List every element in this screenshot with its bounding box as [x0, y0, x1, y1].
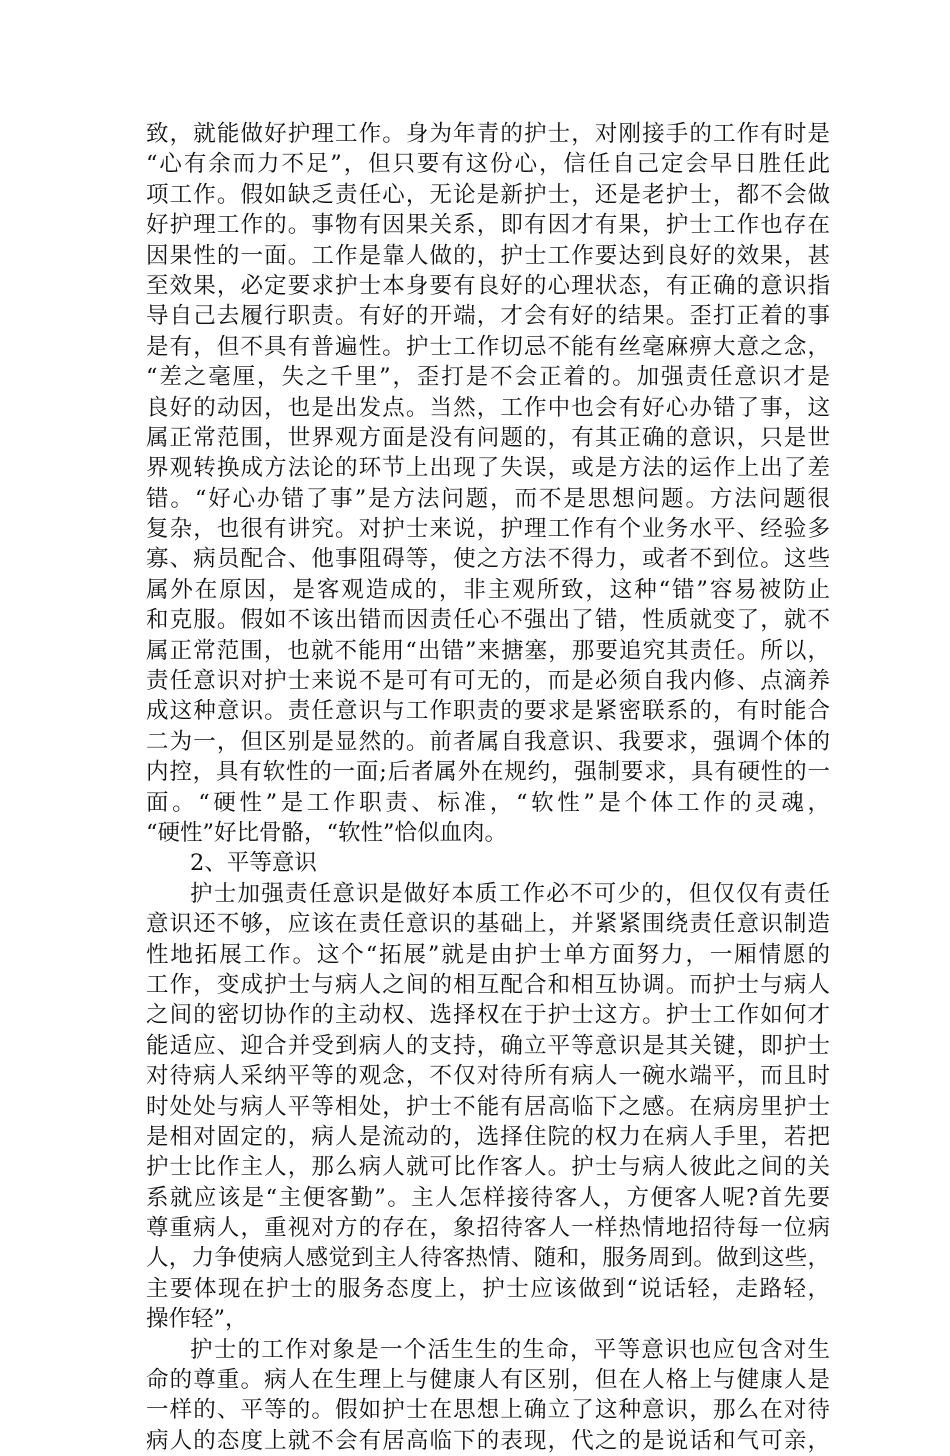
text-line: 一样的、平等的。假如护士在思想上确立了这种意识，那么在对待: [146, 1397, 830, 1424]
text-line: 命的尊重。病人在生理上与健康人有区别，但在人格上与健康人是: [146, 1367, 830, 1394]
text-line: 能适应、迎合并受到病人的支持，确立平等意识是其关键，即护士: [146, 1032, 830, 1059]
text-line: 面。“硬性”是工作职责、标准，“软性”是个体工作的灵魂，: [146, 789, 830, 816]
text-line: 错。“好心办错了事”是方法问题，而不是思想问题。方法问题很: [146, 485, 830, 512]
text-line: 意识还不够，应该在责任意识的基础上，并紧紧围绕责任意识制造: [146, 911, 830, 938]
text-line: 护士比作主人，那么病人就可比作客人。护士与病人彼此之间的关: [146, 1154, 830, 1181]
text-line: 成这种意识。责任意识与工作职责的要求是紧密联系的，有时能合: [146, 698, 830, 725]
text-line: 工作，变成护士与病人之间的相互配合和相互协调。而护士与病人: [146, 971, 830, 998]
text-line: 至效果，必定要求护士本身要有良好的心理状态，有正确的意识指: [146, 272, 830, 299]
text-line: 良好的动因，也是出发点。当然，工作中也会有好心办错了事，这: [146, 394, 830, 421]
paragraph-respect-life: [146, 1335, 830, 1456]
text-line: “心有余而力不足”，但只要有这份心，信任自己定会早日胜任此: [146, 151, 830, 178]
text-line: 项工作。假如缺乏责任心，无论是新护士，还是老护士，都不会做: [146, 181, 830, 208]
paragraph-equality: [146, 879, 830, 1335]
text-line: 好护理工作的。事物有因果关系，即有因才有果，护士工作也存在: [146, 212, 830, 239]
text-line: 病人的态度上就不会有居高临下的表现，代之的是说话和气可亲，: [146, 1427, 830, 1454]
section-heading: 2、平等意识: [190, 850, 317, 877]
text-line: 对待病人采纳平等的观念，不仅对待所有病人一碗水端平，而且时: [146, 1063, 830, 1090]
text-line: “硬性”好比骨骼，“软性”恰似血肉。: [146, 819, 508, 846]
text-line: 护士的工作对象是一个活生生的生命，平等意识也应包含对生: [190, 1336, 830, 1363]
text-line: 属外在原因，是客观造成的，非主观所致，这种“错”容易被防止: [146, 576, 830, 603]
text-line: 尊重病人，重视对方的存在，象招待客人一样热情地招待每一位病: [146, 1215, 830, 1242]
text-line: 人，力争使病人感觉到主人待客热情、随和，服务周到。做到这些，: [146, 1245, 830, 1272]
text-line: 性地拓展工作。这个“拓展”就是由护士单方面努力，一厢情愿的: [146, 941, 830, 968]
document-page: [146, 119, 830, 1456]
text-line: 属正常范围，也就不能用“出错”来搪塞，那要追究其责任。所以，: [146, 637, 830, 664]
text-line: 主要体现在护士的服务态度上，护士应该做到“说话轻，走路轻，: [146, 1275, 830, 1302]
text-line: 和克服。假如不该出错而因责任心不强出了错，性质就变了，就不: [146, 607, 830, 634]
text-line: 时处处与病人平等相处，护士不能有居高临下之感。在病房里护士: [146, 1093, 830, 1120]
text-line: 属正常范围，世界观方面是没有问题的，有其正确的意识，只是世: [146, 424, 830, 451]
text-line: 系就应该是“主便客勤”。主人怎样接待客人，方便客人呢?首先要: [146, 1184, 830, 1211]
text-line: 因果性的一面。工作是靠人做的，护士工作要达到良好的效果，甚: [146, 242, 830, 269]
text-line: 是相对固定的，病人是流动的，选择住院的权力在病人手里，若把: [146, 1123, 830, 1150]
text-line: 二为一，但区别是显然的。前者属自我意识、我要求，强调个体的: [146, 728, 830, 755]
text-line: 护士加强责任意识是做好本质工作必不可少的，但仅仅有责任: [190, 880, 830, 907]
text-line: 责任意识对护士来说不是可有可无的，而是必须自我内修、点滴养: [146, 668, 830, 695]
text-line: 致，就能做好护理工作。身为年青的护士，对刚接手的工作有时是: [146, 121, 830, 147]
text-line: 寡、病员配合、他事阻碍等，使之方法不得力，或者不到位。这些: [146, 546, 830, 573]
text-line: 界观转换成方法论的环节上出现了失误，或是方法的运作上出了差: [146, 455, 830, 482]
paragraph-responsibility: [146, 119, 830, 848]
text-line: 内控，具有软性的一面;后者属外在规约，强制要求，具有硬性的一: [146, 759, 830, 786]
text-line: 导自己去履行职责。有好的开端，才会有好的结果。歪打正着的事: [146, 303, 830, 330]
text-line: 操作轻”，: [146, 1306, 248, 1333]
text-line: 是有，但不具有普遍性。护士工作切忌不能有丝毫麻痹大意之念，: [146, 333, 830, 360]
text-line: “差之毫厘，失之千里”，歪打是不会正着的。加强责任意识才是: [146, 364, 830, 391]
text-line: 之间的密切协作的主动权、选择权在于护士这方。护士工作如何才: [146, 1002, 830, 1029]
text-line: 复杂，也很有讲究。对护士来说，护理工作有个业务水平、经验多: [146, 516, 830, 543]
